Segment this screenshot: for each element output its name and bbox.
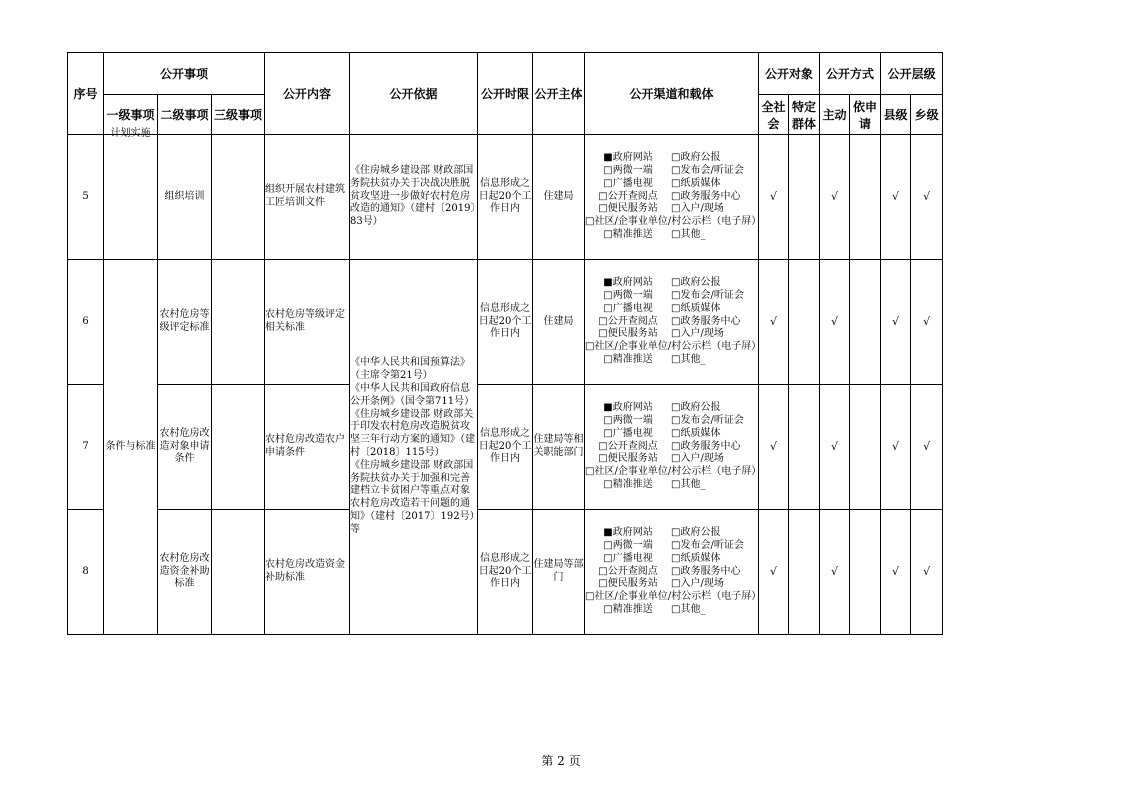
channel-option-row	[585, 303, 758, 316]
row-level3	[212, 385, 265, 510]
channel-option-row	[585, 316, 758, 329]
channel-option-row	[585, 527, 758, 540]
check-level-town: √	[911, 260, 943, 385]
row-content: 组织开展农村建筑工匠培训文件	[265, 135, 350, 260]
channel-option-row	[585, 277, 758, 290]
channel-option-row	[585, 453, 758, 466]
channel-option: □公开查阅点	[598, 565, 658, 577]
row-level2: 农村危房等级评定标准	[158, 260, 212, 385]
row-level2: 组织培训	[158, 135, 212, 260]
check-level-county: √	[881, 135, 911, 260]
channel-option-row	[585, 229, 758, 242]
row-seq: 6	[68, 260, 104, 385]
channel-option-row	[585, 553, 758, 566]
table-row	[68, 510, 943, 635]
header-content: 公开内容	[265, 53, 350, 135]
check-method-apply	[850, 510, 881, 635]
check-target-all: √	[759, 135, 789, 260]
check-target-specific	[789, 385, 820, 510]
row-level1-cut	[104, 128, 158, 260]
channel-option-row	[585, 191, 758, 204]
channel-option: □政务服务中心	[671, 190, 741, 202]
channel-option-row	[585, 479, 758, 492]
check-target-all: √	[759, 385, 789, 510]
header-level: 公开层级	[881, 53, 943, 95]
channel-option: □政府公报	[671, 152, 721, 164]
channel-option: □其他_	[671, 478, 706, 490]
channel-option: □公开查阅点	[598, 440, 658, 452]
check-method-active: √	[820, 260, 850, 385]
channel-option: □入户/现场	[671, 203, 724, 215]
row-timing: 信息形成之日起20个工作日内	[478, 135, 533, 260]
channel-option: ■政府网站	[603, 402, 653, 414]
check-level-town: √	[911, 385, 943, 510]
header-method: 公开方式	[820, 53, 881, 95]
channel-option: □社区/企事业单位/村公示栏（电子屏）	[585, 591, 762, 603]
channel-option: □便民服务站	[598, 578, 658, 590]
row-subject: 住建局等部门	[533, 510, 585, 635]
check-target-all: √	[759, 260, 789, 385]
row-subject: 住建局等相关职能部门	[533, 385, 585, 510]
channel-option: □两微一端	[603, 290, 653, 301]
channel-option-row	[585, 152, 758, 165]
table-row	[68, 385, 943, 510]
check-method-active: √	[820, 385, 850, 510]
header-level1: 一级事项	[104, 95, 158, 135]
disclosure-table	[67, 52, 943, 635]
header-seq: 序号	[68, 53, 104, 135]
check-target-specific	[789, 260, 820, 385]
channel-option: □社区/企事业单位/村公示栏（电子屏）	[585, 341, 762, 353]
channel-option: □公开查阅点	[598, 315, 658, 327]
check-method-apply	[850, 260, 881, 385]
channel-option: □广播电视	[603, 177, 653, 189]
header-level2: 二级事项	[158, 95, 212, 135]
row-timing: 信息形成之日起20个工作日内	[478, 260, 533, 385]
row-subject: 住建局	[533, 135, 585, 260]
channel-option: □精准推送	[603, 353, 653, 365]
row-subject: 住建局	[533, 260, 585, 385]
row-content: 农村危房改造资金补助标准	[265, 510, 350, 635]
row-level1: 条件与标准	[104, 260, 158, 635]
row-basis: 《住房城乡建设部 财政部国务院扶贫办关于决战决胜脱贫攻坚进一步做好农村危房改造的通知》（建村〔2019〕83号）	[350, 135, 478, 260]
channel-option: □政务服务中心	[671, 440, 741, 452]
check-level-county: √	[881, 385, 911, 510]
header-method-active: 主动	[820, 95, 850, 135]
channel-option: □入户/现场	[671, 578, 724, 590]
check-target-specific	[789, 510, 820, 635]
check-level-county: √	[881, 260, 911, 385]
check-target-all: √	[759, 510, 789, 635]
channel-option: □便民服务站	[598, 453, 658, 465]
channel-option: □纸质媒体	[671, 177, 721, 189]
check-method-active: √	[820, 510, 850, 635]
channel-option-row	[585, 566, 758, 579]
channel-option-row	[585, 328, 758, 341]
row-basis-shared: 《中华人民共和国预算法》（主席令第21号） 《中华人民共和国政府信息公开条例》（国令第711号） 《住房城乡建设部 财政部关于印发农村危房改造脱贫攻坚三年行动方案的通知》（建村〔2018〕115号） 《住房城乡建设部 财政部国务院扶贫办关于加强和完善建档立卡贫困户等重点对象农村危房改造若干问题的通知》（建村〔2017〕192号）等	[350, 260, 478, 635]
row-seq: 8	[68, 510, 104, 635]
channel-option: □政府公报	[671, 527, 721, 539]
row-seq: 7	[68, 385, 104, 510]
channel-option: □广播电视	[603, 302, 653, 314]
page-footer: 第 2 页	[541, 754, 581, 768]
channel-option: □纸质媒体	[671, 552, 721, 564]
row-channels	[585, 260, 762, 385]
channel-option: □发布会/听证会	[671, 165, 744, 176]
table-row	[68, 260, 943, 385]
row-level3	[212, 135, 265, 260]
channel-option: ■政府网站	[603, 277, 653, 289]
table-row	[68, 135, 943, 260]
check-method-apply	[850, 135, 881, 260]
cut-level1-label: 计划实施	[110, 128, 151, 139]
channel-option-row	[585, 165, 758, 178]
header-level3: 三级事项	[212, 95, 265, 135]
row-channels	[585, 135, 762, 260]
channel-option: □纸质媒体	[671, 427, 721, 439]
channel-option-row	[585, 341, 762, 354]
row-level3	[212, 260, 265, 385]
channel-option: □其他_	[671, 353, 706, 365]
channel-option: □社区/企事业单位/村公示栏（电子屏）	[585, 216, 762, 228]
channel-option-row	[585, 441, 758, 454]
row-timing: 信息形成之日起20个工作日内	[478, 385, 533, 510]
row-level2: 农村危房改造资金补助标准	[158, 510, 212, 635]
channel-option-row	[585, 415, 758, 428]
header-level-county: 县级	[881, 95, 911, 135]
row-level2: 农村危房改造对象申请条件	[158, 385, 212, 510]
header-method-apply: 依申请	[850, 95, 881, 135]
channel-option: □两微一端	[603, 415, 653, 426]
channel-option-row	[585, 354, 758, 367]
channel-option: □便民服务站	[598, 203, 658, 215]
row-channels	[585, 510, 762, 635]
channel-option-row	[585, 604, 758, 617]
channel-option: □公开查阅点	[598, 190, 658, 202]
channel-option: □两微一端	[603, 165, 653, 176]
channel-option: □政府公报	[671, 402, 721, 414]
channel-option: □精准推送	[603, 603, 653, 615]
channel-option: □入户/现场	[671, 453, 724, 465]
channel-option: □纸质媒体	[671, 302, 721, 314]
channel-option: □政府公报	[671, 277, 721, 289]
channel-option: □发布会/听证会	[671, 415, 744, 426]
channel-option: □其他_	[671, 603, 706, 615]
channel-option-row	[585, 540, 758, 553]
header-matters: 公开事项	[104, 53, 265, 95]
header-basis: 公开依据	[350, 53, 478, 135]
header-target: 公开对象	[759, 53, 820, 95]
channel-option-row	[585, 216, 762, 229]
channel-option-row	[585, 178, 758, 191]
row-timing: 信息形成之日起20个工作日内	[478, 510, 533, 635]
channel-option-row	[585, 466, 762, 479]
channel-option-row	[585, 428, 758, 441]
channel-option: □社区/企事业单位/村公示栏（电子屏）	[585, 466, 762, 478]
channel-option: ■政府网站	[603, 527, 653, 539]
channel-option: □政务服务中心	[671, 315, 741, 327]
header-target-specific: 特定群体	[789, 95, 820, 135]
row-level3	[212, 510, 265, 635]
header-level-town: 乡级	[911, 95, 943, 135]
check-level-town: √	[911, 135, 943, 260]
channel-option: □发布会/听证会	[671, 540, 744, 551]
row-content: 农村危房等级评定相关标准	[265, 260, 350, 385]
check-target-specific	[789, 135, 820, 260]
row-channels	[585, 385, 762, 510]
header-subject: 公开主体	[533, 53, 585, 135]
row-seq: 5	[68, 135, 104, 260]
channel-option: □发布会/听证会	[671, 290, 744, 301]
channel-option: □两微一端	[603, 540, 653, 551]
header-timing: 公开时限	[478, 53, 533, 135]
channel-option-row	[585, 402, 758, 415]
check-level-county: √	[881, 510, 911, 635]
check-method-apply	[850, 385, 881, 510]
channel-option-row	[585, 578, 758, 591]
channel-option-row	[585, 591, 762, 604]
header-target-all: 全社会	[759, 95, 789, 135]
check-level-town: √	[911, 510, 943, 635]
channel-option: □广播电视	[603, 552, 653, 564]
channel-option: □精准推送	[603, 478, 653, 490]
check-method-active: √	[820, 135, 850, 260]
header-channels: 公开渠道和载体	[585, 53, 759, 135]
channel-option: □便民服务站	[598, 328, 658, 340]
channel-option-row	[585, 203, 758, 216]
channel-option: □精准推送	[603, 228, 653, 240]
row-content: 农村危房改造农户申请条件	[265, 385, 350, 510]
channel-option-row	[585, 290, 758, 303]
channel-option: □其他_	[671, 228, 706, 240]
channel-option: □广播电视	[603, 427, 653, 439]
channel-option: ■政府网站	[603, 152, 653, 164]
channel-option: □入户/现场	[671, 328, 724, 340]
channel-option: □政务服务中心	[671, 565, 741, 577]
